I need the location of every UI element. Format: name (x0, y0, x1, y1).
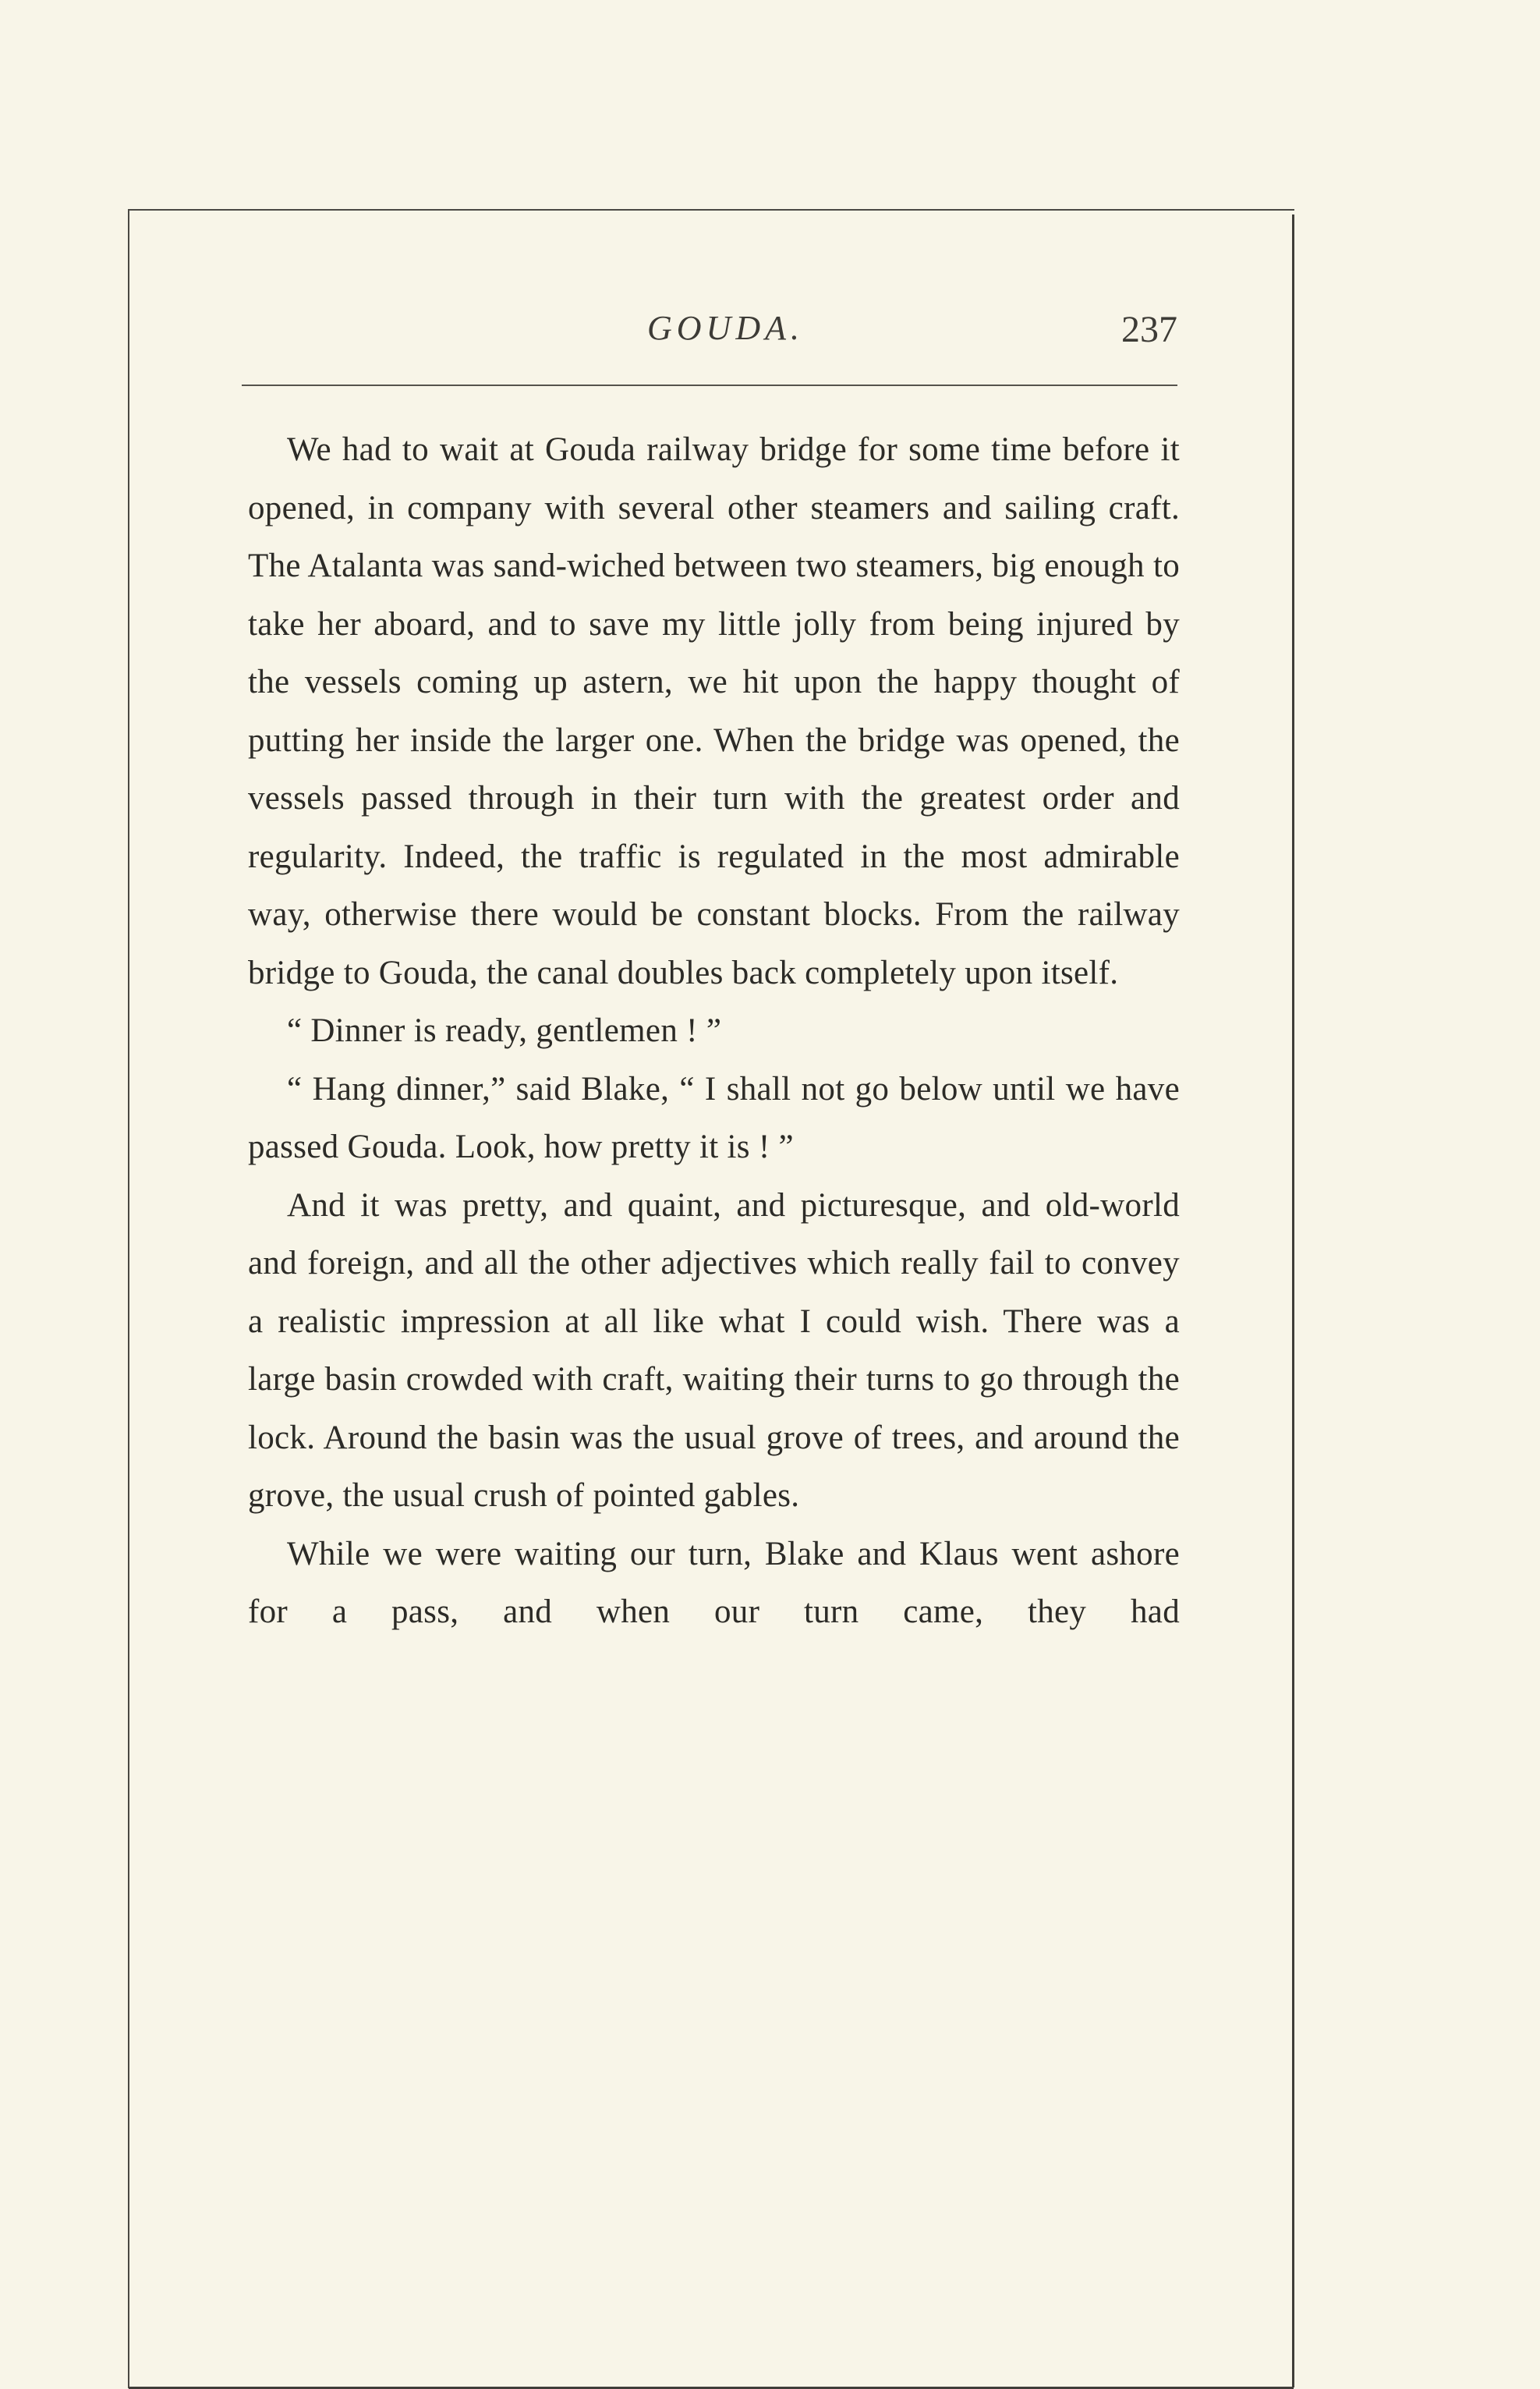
page-frame-right-rule (1292, 214, 1294, 2387)
paragraph: And it was pretty, and quaint, and picturesque, and old-world and foreign, and all the other adjectives which really fail to convey a realistic impression at all like what I could wish. There was a large basin crowded with craft, waiting their turns to go through the lock. Around the basin was the usual grove of trees, and around the grove, the usual crush of pointed gables. (248, 1186, 1180, 1514)
paragraph: “ Dinner is ready, gentlemen ! ” (287, 1012, 722, 1049)
header-rule (242, 385, 1177, 386)
paragraph: We had to wait at Gouda railway bridge for some time before it opened, in company with several other steamers and sailing craft. The Atalanta was sand-wiched between two steamers, big enough to take her aboard, and to save my little jolly from being injured by the vessels coming up astern, we hit upon the happy thought of putting her inside the larger one. When the bridge was opened, the vessels passed through in their turn with the greatest order and regularity. Indeed, the traffic is regulated in the most admirable way, otherwise there would be constant blocks. From the railway bridge to Gouda, the canal doubles back completely upon itself. (248, 431, 1180, 991)
paragraph: “ Hang dinner,” said Blake, “ I shall not go below until we have passed Gouda. Look, how pretty it is ! ” (248, 1070, 1180, 1165)
page-frame-left-rule (128, 209, 129, 2388)
body-text (248, 421, 1180, 1642)
paragraph: While we were waiting our turn, Blake and Klaus went ashore for a pass, and when our turn came, they had (248, 1535, 1180, 1630)
running-head: GOUDA. (647, 309, 804, 347)
page-number: 237 (1121, 309, 1177, 350)
page-header (242, 308, 1177, 363)
page-frame-top-rule (129, 209, 1294, 211)
